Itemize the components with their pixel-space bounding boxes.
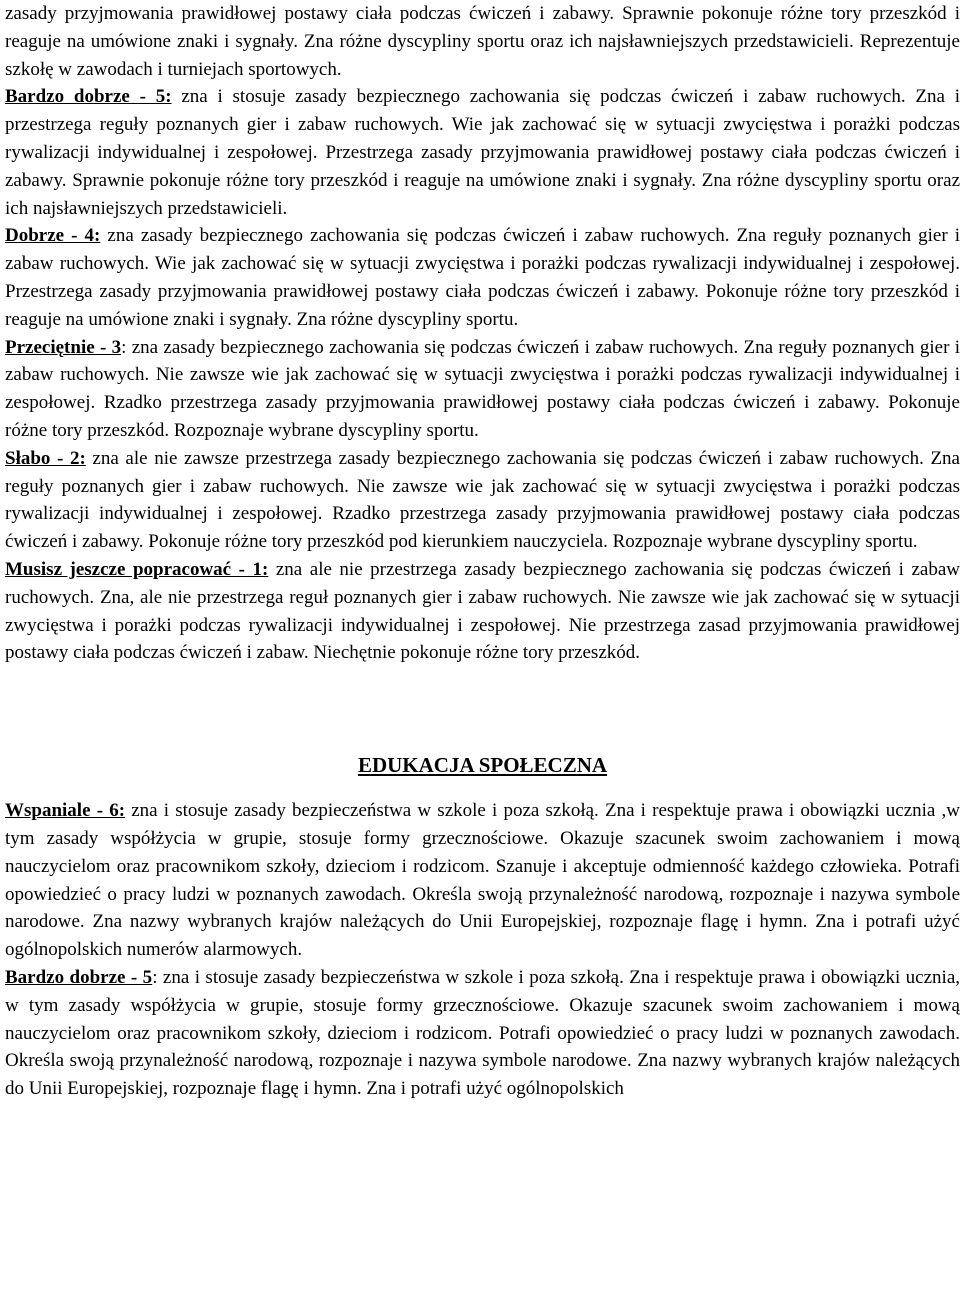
paragraph-social-grade-6 bbox=[5, 797, 960, 964]
grade-5-label: Bardzo dobrze - 5: bbox=[5, 86, 172, 108]
grade-3-text: : zna zasady bezpiecznego zachowania się podczas ćwiczeń i zabaw ruchowych. Zna reguły poznanych gier i zabaw ruchowych. Nie zawsze wie jak zachować się w sytuacji zwycięstwa i porażki podczas rywalizacji indywidualnej i zespołowej. Rzadko przestrzega zasady przyjmowania prawidłowej postawy ciała podczas ćwiczeń i zabawy. Pokonuje różne tory przeszkód. Rozpoznaje wybrane dyscypliny sportu. bbox=[5, 336, 960, 441]
paragraph-grade-4 bbox=[5, 222, 960, 333]
grade-1-text: zna ale nie przestrzega zasady bezpiecznego zachowania się podczas ćwiczeń i zabaw ruchowych. Zna, ale nie przestrzega reguł poznanych gier i zabaw ruchowych. Nie zawsze wie jak zachować się w sytuacji zwycięstwa i porażki podczas rywalizacji indywidualnej i zespołowej. Nie przestrzega zasad przyjmowania prawidłowej postawy ciała podczas ćwiczeń i zabaw. Niechętnie pokonuje różne tory przeszkód. bbox=[5, 558, 960, 664]
grade-2-label: Słabo - 2: bbox=[5, 447, 86, 469]
paragraph-continuation bbox=[5, 0, 960, 83]
document-page bbox=[5, 0, 960, 1103]
paragraph-grade-5 bbox=[5, 83, 960, 222]
social-grade-6-label: Wspaniale - 6: bbox=[5, 800, 126, 822]
grade-2-text: zna ale nie zawsze przestrzega zasady bezpiecznego zachowania się podczas ćwiczeń i zabaw ruchowych. Zna reguły poznanych gier i zabaw ruchowych. Nie zawsze wie jak zachować się w sytuacji zwycięstwa i porażki podczas rywalizacji indywidualnej i zespołowej. Rzadko przestrzega zasady przyjmowania prawidłowej postawy ciała podczas ćwiczeń i zabawy. Pokonuje różne tory przeszkód pod kierunkiem nauczyciela. Rozpoznaje wybrane dyscypliny sportu. bbox=[5, 447, 960, 553]
paragraph-grade-1 bbox=[5, 556, 960, 667]
grade-5-text: zna i stosuje zasady bezpiecznego zachowania się podczas ćwiczeń i zabaw ruchowych. Zna i przestrzega reguły poznanych gier i zabaw ruchowych. Wie jak zachować się w sytuacji zwycięstwa i porażki podczas rywalizacji indywidualnej i zespołowej. Przestrzega zasady przyjmowania prawidłowej postawy ciała podczas ćwiczeń i zabawy. Sprawnie pokonuje różne tory przeszkód i reaguje na umówione znaki i sygnały. Zna różne dyscypliny sportu oraz ich najsławniejszych przedstawicieli. bbox=[5, 86, 960, 219]
grade-4-label: Dobrze - 4: bbox=[5, 225, 101, 247]
paragraph-grade-2 bbox=[5, 445, 960, 556]
section-spacer bbox=[5, 667, 960, 751]
grade-4-text: zna zasady bezpiecznego zachowania się podczas ćwiczeń i zabaw ruchowych. Zna reguły poznanych gier i zabaw ruchowych. Wie jak zachować się w sytuacji zwycięstwa i porażki podczas rywalizacji indywidualnej i zespołowej. Przestrzega zasady przyjmowania prawidłowej postawy ciała podczas ćwiczeń i zabawy. Pokonuje różne tory przeszkód i reaguje na umówione znaki i sygnały. Zna różne dyscypliny sportu. bbox=[5, 225, 960, 330]
continuation-text: zasady przyjmowania prawidłowej postawy ciała podczas ćwiczeń i zabawy. Sprawnie pokonuje różne tory przeszkód i reaguje na umówione znaki i sygnały. Zna różne dyscypliny sportu oraz ich najsławniejszych przedstawicieli. Reprezentuje szkołę w zawodach i turniejach sportowych. bbox=[5, 3, 960, 80]
paragraph-grade-3 bbox=[5, 334, 960, 445]
grade-3-label: Przeciętnie - 3 bbox=[5, 336, 122, 358]
grade-1-label: Musisz jeszcze popracować - 1: bbox=[5, 558, 269, 580]
social-grade-5-label: Bardzo dobrze - 5 bbox=[5, 966, 153, 988]
social-grade-5-text: : zna i stosuje zasady bezpieczeństwa w szkole i poza szkołą. Zna i respektuje prawa i obowiązki ucznia, w tym zasady współżycia w grupie, stosuje formy grzecznościowe. Okazuje szacunek swoim zachowaniem i mową nauczycielom oraz pracownikom szkoły, dzieciom i rodzicom. Potrafi opowiedzieć o pracy ludzi w poznanych zawodach. Określa swoją przynależność narodową, rozpoznaje i nazywa symbole narodowe. Zna nazwy wybranych krajów należących do Unii Europejskiej, rozpoznaje flagę i hymn. Zna i potrafi użyć ogólnopolskich bbox=[5, 966, 960, 1100]
paragraph-social-grade-5 bbox=[5, 964, 960, 1103]
section-title: EDUKACJA SPOŁECZNA bbox=[357, 753, 608, 778]
title-spacer bbox=[5, 779, 960, 797]
social-grade-6-text: zna i stosuje zasady bezpieczeństwa w szkole i poza szkołą. Zna i respektuje prawa i obowiązki ucznia ,w tym zasady współżycia w grupie, stosuje formy grzecznościowe. Okazuje szacunek swoim zachowaniem i mową nauczycielom oraz pracownikom szkoły, dzieciom i rodzicom. Szanuje i akceptuje odmienność każdego człowieka. Potrafi opowiedzieć o pracy ludzi w poznanych zawodach. Określa swoją przynależność narodową, rozpoznaje i nazywa symbole narodowe. Zna nazwy wybranych krajów należących do Unii Europejskiej, rozpoznaje flagę i hymn. Zna i potrafi użyć ogólnopolskich numerów alarmowych. bbox=[5, 800, 960, 961]
